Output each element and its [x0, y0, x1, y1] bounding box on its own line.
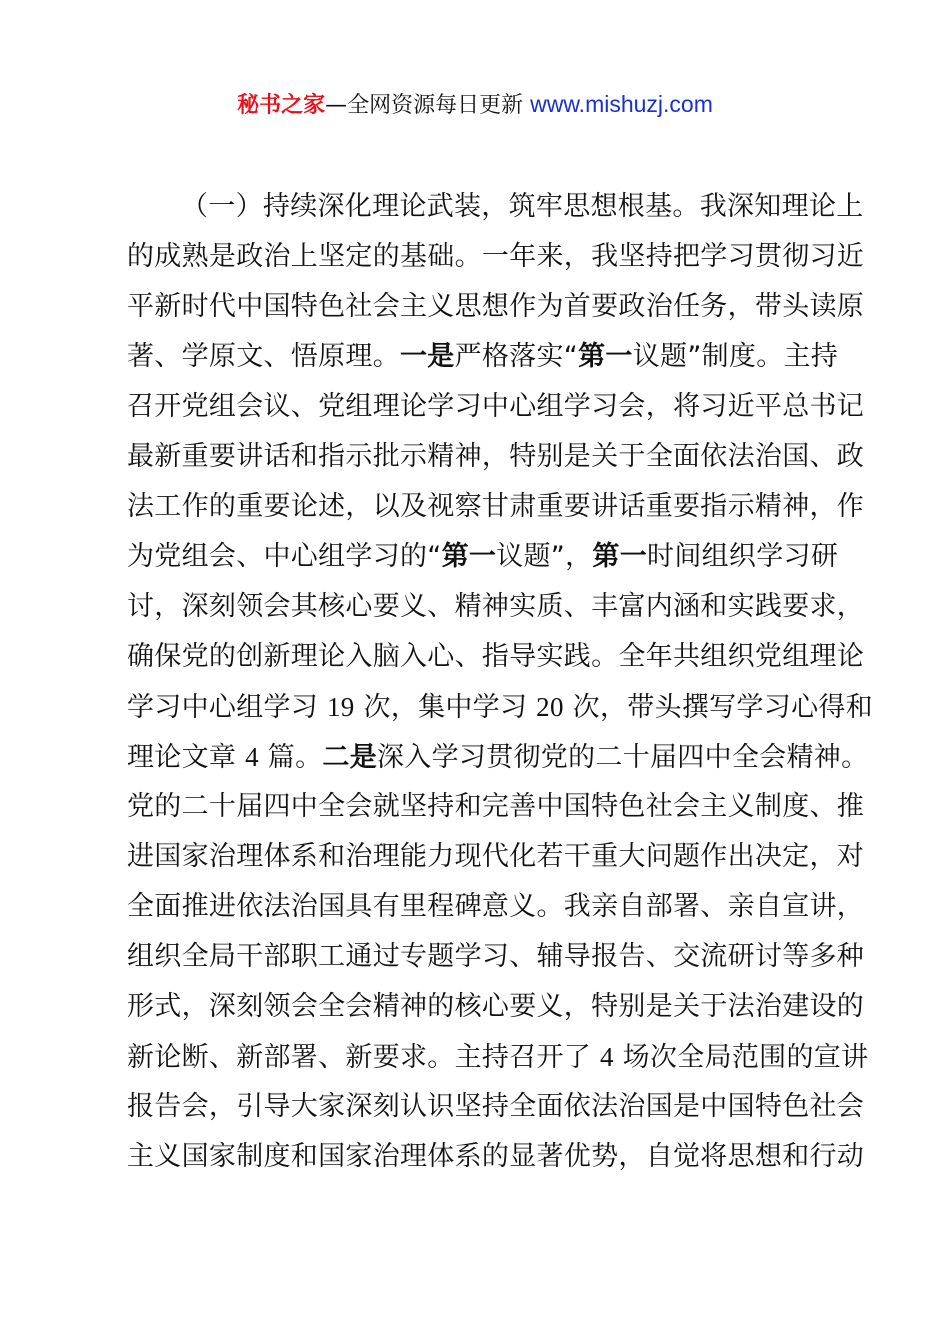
text-segment: 全面推进依法治国具有里程碑意义。我亲自部署、亲自宣讲， — [127, 891, 865, 922]
text-segment: 确保党的创新理论入脑入心、指导实践。全年共组织党组理论 — [127, 641, 865, 672]
bold-keyword: 一是 — [400, 341, 455, 372]
text-line — [127, 632, 865, 682]
text-segment: 次，带头撰写学习心得和 — [563, 692, 873, 723]
text-segment: 形式，深刻领会全会精神的核心要义，特别是关于法治建设的 — [127, 991, 865, 1022]
document-body — [127, 182, 873, 1182]
bold-keyword: 二是 — [322, 742, 377, 773]
text-segment: 场次全局范围的宣讲 — [613, 1042, 869, 1073]
text-line — [127, 832, 865, 882]
text-segment: 著、学原文、悟原理。 — [127, 341, 400, 372]
header-slogan: —全网资源每日更新 — [325, 93, 531, 118]
text-line — [127, 982, 865, 1032]
text-segment: 深入学习贯彻党的二十届四中全会精神。 — [377, 742, 869, 773]
text-segment: （一）持续深化理论武装，筑牢思想根基。我深知理论上 — [181, 191, 864, 222]
text-segment: 严格落实“ — [454, 341, 579, 372]
bold-keyword: 第一 — [441, 541, 497, 572]
text-segment: 平新时代中国特色社会主义思想作为首要政治任务，带头读原 — [127, 291, 865, 322]
text-segment: 学习中心组学习 — [127, 692, 327, 723]
text-line — [127, 182, 864, 232]
text-segment: 次，集中学习 — [354, 692, 537, 723]
bold-keyword: 第一 — [578, 341, 633, 372]
text-line — [127, 882, 865, 932]
text-segment: 的成熟是政治上坚定的基础。一年来，我坚持把学习贯彻习近 — [127, 241, 865, 272]
number-value: 4 — [599, 1042, 614, 1072]
text-segment: 讨，深刻领会其核心要义、精神实质、丰富内涵和实践要求， — [127, 591, 865, 622]
text-segment: 党的二十届四中全会就坚持和完善中国特色社会主义制度、推 — [127, 791, 865, 822]
text-segment: 篇。 — [258, 742, 323, 773]
text-line — [127, 382, 865, 432]
text-segment: 报告会，引导大家深刻认识坚持全面依法治国是中国特色社会 — [127, 1091, 865, 1122]
text-line — [127, 232, 865, 282]
text-line — [127, 732, 869, 782]
text-line — [127, 782, 865, 832]
page-header — [0, 88, 950, 122]
text-line — [127, 482, 865, 532]
text-line — [127, 932, 865, 982]
bold-keyword: 第一 — [592, 541, 648, 572]
text-segment: 法工作的重要论述，以及视察甘肃重要讲话重要指示精神，作 — [127, 491, 865, 522]
text-segment: 最新重要讲话和指示批示精神，特别是关于全面依法治国、政 — [127, 441, 865, 472]
text-line — [127, 1132, 865, 1182]
text-segment: 理论文章 — [127, 742, 246, 773]
number-value: 19 — [326, 692, 355, 722]
text-line — [127, 332, 839, 382]
text-segment: 组织全局干部职工通过专题学习、辅导报告、交流研讨等多种 — [127, 941, 865, 972]
text-line — [127, 432, 865, 482]
text-segment: 议题”， — [496, 541, 593, 572]
text-line — [127, 682, 873, 732]
text-segment: 时间组织学习研 — [647, 541, 839, 572]
text-line — [127, 1032, 869, 1082]
text-segment: 新论断、新部署、新要求。主持召开了 — [127, 1042, 600, 1073]
brand-name: 秘书之家 — [237, 93, 326, 118]
text-line — [127, 1082, 865, 1132]
text-segment: 议题”制度。主持 — [632, 341, 839, 372]
text-segment: 为党组会、中心组学习的“ — [127, 541, 442, 572]
number-value: 4 — [245, 742, 259, 772]
text-line — [127, 582, 865, 632]
text-segment: 进国家治理体系和治理能力现代化若干重大问题作出决定，对 — [127, 841, 865, 872]
text-line — [127, 532, 839, 582]
text-segment: 召开党组会议、党组理论学习中心组学习会，将习近平总书记 — [127, 391, 865, 422]
text-line — [127, 282, 865, 332]
text-segment: 主义国家制度和国家治理体系的显著优势，自觉将思想和行动 — [127, 1141, 865, 1172]
site-url-link[interactable]: www.mishuzj.com — [530, 91, 713, 117]
number-value: 20 — [536, 692, 564, 722]
